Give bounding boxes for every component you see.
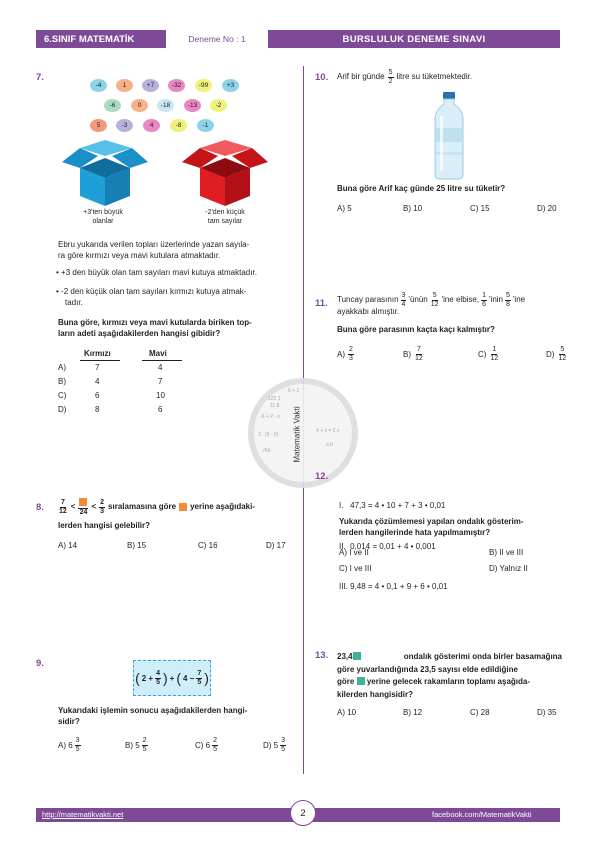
fraction-numerator: 5 [560, 346, 565, 353]
q10-fraction [388, 69, 394, 85]
fraction-numerator: 2 [349, 346, 353, 353]
q11-option-b[interactable] [403, 346, 424, 362]
q7-rule-1-text: +3 den büyük olan tam sayıları mavi kutuya atmaktadır. [61, 268, 257, 277]
q13-question-line: göre [337, 677, 355, 686]
fraction-denominator: 12 [430, 300, 439, 308]
fraction-denominator: 12 [59, 507, 67, 515]
q11-text-part: 'ine [512, 294, 526, 304]
ball: 4 [143, 119, 160, 132]
ball: -18 [157, 99, 174, 112]
watermark-math: 6 + 2 [288, 388, 300, 394]
q7-option-b-red: 4 [95, 377, 100, 386]
q9-question-line: Yukarıdaki işlemin sonucu aşağıdakilerden hangi- [58, 706, 248, 715]
q8-fraction-2 [78, 498, 88, 516]
red-box-label-line: -2'den küçük [205, 209, 245, 216]
q7-option-d[interactable]: D) [58, 405, 67, 414]
q11-option-d[interactable] [546, 346, 567, 362]
q12-statement: III. 9,48 = 4 • 0,1 + 9 + 6 • 0,01 [339, 582, 448, 591]
q7-intro-line: Ebru yukarıda verilen topları üzerlerinde yazan sayıla- [58, 240, 250, 249]
footer-website-link[interactable]: http://matematikvakti.net [42, 810, 124, 819]
fraction-denominator: 8 [506, 300, 510, 308]
q12-statement: I. 47,3 = 4 • 10 + 7 + 3 • 0,01 [339, 501, 446, 510]
q8-option-d[interactable]: D) 17 [266, 541, 286, 550]
fraction-numerator: 7 [416, 346, 421, 353]
watermark-text-wrap [292, 402, 302, 466]
blue-box-label [78, 209, 128, 226]
q7-option-d-red: 8 [95, 405, 100, 414]
q9-expression-part: 2 + [141, 673, 154, 683]
orange-square-icon [79, 498, 87, 506]
q11-fraction [481, 292, 487, 308]
q8-number: 8. [36, 502, 44, 513]
ball: 5 [90, 119, 107, 132]
q13-option-d[interactable]: D) 35 [537, 708, 557, 717]
q13-option-a[interactable]: A) 10 [337, 708, 357, 717]
fraction-numerator: 7 [197, 670, 202, 677]
q13-number-text: 23,4 [337, 652, 353, 661]
q8-inequality [58, 498, 255, 516]
fraction-denominator: 5 [75, 745, 80, 753]
q11-text-part: 'ine elbise, [441, 294, 480, 304]
q12-statement: II. 0,014 = 0,01 + 4 • 0,001 [339, 541, 436, 551]
page-number [290, 800, 316, 826]
fraction-denominator: 12 [490, 354, 499, 362]
option-label: D) 5 [263, 740, 279, 750]
q7-question-line: Buna göre, kırmızı veya mavi kutularda biriken top- [58, 318, 252, 327]
q7-number: 7. [36, 72, 44, 83]
q8-option-b[interactable]: B) 15 [127, 541, 147, 550]
q10-text [337, 69, 472, 85]
less-than-sign: < [91, 501, 97, 511]
orange-square-icon [179, 503, 187, 511]
q7-rule-2: • -2 den küçük olan tam sayıları kırmızı kutuya atmak- tadır. [56, 287, 247, 307]
q11-fraction [430, 292, 440, 308]
fraction-denominator: 6 [482, 300, 487, 308]
teal-square-icon [357, 677, 365, 685]
q9-question-line: sidir? [58, 716, 80, 726]
q10-option-a[interactable]: A) 5 [337, 204, 352, 213]
fraction-denominator: 12 [415, 354, 423, 362]
fraction-numerator: 5 [388, 69, 393, 76]
ball: +3 [222, 79, 239, 92]
q7-intro-line: ra göre kırmızı veya mavi kutulara atmaktadır. [58, 250, 221, 260]
fraction-denominator: 24 [79, 508, 88, 516]
q12-question-line: Yukarıda çözümlemesi yapılan ondalık gösterim- [339, 517, 524, 526]
q11-text [337, 292, 525, 308]
q8-fraction-3 [99, 499, 105, 515]
q11-text-part: Tuncay parasının [337, 294, 399, 304]
q7-rule-2-text: tadır. [65, 297, 83, 307]
fraction-denominator: 3 [349, 354, 353, 362]
q13-option-c[interactable]: C) 28 [470, 708, 490, 717]
watermark-math: a b [326, 442, 333, 448]
q7-question-line: ların adeti aşağıdakilerden hangisi gibidir? [58, 328, 221, 338]
q10-text-part: litre su tüketmektedir. [396, 71, 473, 81]
option-label: C) [478, 349, 487, 359]
watermark-math: 122 1 [268, 396, 281, 402]
q12-option-a[interactable]: A) I ve II [339, 548, 369, 557]
q7-rule-1: • +3 den büyük olan tam sayıları mavi kutuya atmaktadır. [56, 268, 257, 277]
fraction-numerator: 2 [142, 737, 147, 744]
q7-option-b[interactable]: B) [58, 377, 66, 386]
water-bottle-image [432, 92, 466, 180]
q12-number: 12. [315, 471, 329, 482]
q10-option-c[interactable]: C) 15 [470, 204, 490, 213]
blue-box-label-line: +3'ten büyük [83, 209, 123, 216]
option-label: A) [337, 349, 345, 359]
q11-text-part: 'ünün [408, 294, 428, 304]
q7-option-a[interactable]: A) [58, 363, 66, 372]
q7-question [58, 318, 252, 339]
watermark-text: Matematik Vakti [292, 405, 302, 463]
option-label: B) [403, 349, 411, 359]
fraction-numerator: 3 [75, 737, 80, 744]
q7-option-c[interactable]: C) [58, 391, 67, 400]
ball: -6 [104, 99, 121, 112]
fraction-denominator: 5 [197, 678, 202, 686]
fraction-denominator: 5 [281, 745, 286, 753]
q9-option-d[interactable] [263, 737, 286, 753]
q9-option-c[interactable] [195, 737, 218, 753]
fraction-numerator: 4 [156, 670, 160, 677]
header-exam-title [268, 30, 560, 48]
q9-expression-box: ( 2 + $\frac{4}{5}$ ) + ( 4 − $\frac{7}{5}$ ) [133, 660, 211, 696]
q7-option-c-blue: 10 [156, 391, 165, 400]
q13-question-line: kilerden hangisidir? [337, 689, 414, 699]
ball: -32 [168, 79, 185, 92]
option-label: D) [546, 349, 555, 359]
q8-text: sıralamasına göre [108, 501, 177, 511]
header-exam-number [166, 30, 268, 48]
ball: -8 [170, 119, 187, 132]
q7-option-d-blue: 6 [158, 405, 163, 414]
q10-number: 10. [315, 72, 329, 83]
fraction-numerator: 3 [401, 292, 406, 299]
q11-text-part: 'inin [489, 294, 503, 304]
q9-fraction-2 [196, 670, 202, 686]
ball: -3 [116, 119, 133, 132]
q9-question [58, 706, 247, 727]
q13-option-b[interactable]: B) 12 [403, 708, 423, 717]
header-subject [36, 30, 166, 48]
q8-text-line-2: lerden hangisi gelebilir? [58, 521, 151, 530]
fraction-denominator: 5 [142, 745, 147, 753]
q8-option-a[interactable]: A) 14 [58, 541, 78, 550]
ball: 0 [131, 99, 148, 112]
q7-rule-2-text: -2 den küçük olan tam sayıları kırmızı kutuya atmak- [61, 287, 247, 296]
header-subject-text: 6.SINIF MATEMATİK [44, 33, 135, 45]
teal-square-icon [353, 652, 361, 660]
q12-question-line: lerden hangilerinde hata yapılmamıştır? [339, 527, 491, 537]
q7-col-red: Kırmızı [84, 349, 111, 358]
q11-fraction [401, 292, 407, 308]
q13-question-line: göre yuvarlandığında 23,5 sayısı elde edildiğine [337, 664, 518, 674]
fraction-denominator: 5 [156, 678, 160, 686]
q7-option-a-blue: 4 [158, 363, 163, 372]
q7-option-c-red: 6 [95, 391, 100, 400]
ball: +7 [142, 79, 159, 92]
q11-fraction [505, 292, 511, 308]
fraction-numerator: 2 [100, 499, 105, 506]
watermark-math: -6 + 2 - x [260, 414, 280, 420]
fraction-numerator: 1 [492, 346, 497, 353]
fraction-numerator: 2 [213, 737, 218, 744]
q11-question: Buna göre parasının kaçta kaçı kalmıştır? [337, 325, 495, 334]
ball: -13 [184, 99, 201, 112]
q13-number: 13. [315, 650, 329, 661]
q9-option-a[interactable] [58, 737, 81, 753]
q7-col-blue: Mavi [149, 349, 167, 358]
page-number-text: 2 [300, 807, 306, 819]
fraction-denominator: 2 [388, 77, 393, 85]
q7-col-blue-underline [142, 360, 182, 361]
blue-box-label-line: olanlar [92, 217, 114, 225]
q11-option-a[interactable] [337, 346, 354, 362]
q9-option-b[interactable] [125, 737, 148, 753]
q10-option-d[interactable]: D) 20 [537, 204, 557, 213]
red-box-label [198, 209, 252, 226]
header-exam-title-text: BURSLULUK DENEME SINAVI [342, 33, 486, 45]
q12-question [339, 517, 524, 538]
q11-number: 11. [315, 298, 328, 309]
q9-expression-part: 4 − [183, 673, 195, 683]
watermark-math: 4 + x = 2 x [316, 428, 340, 434]
q11-option-c[interactable] [478, 346, 499, 362]
q11-text-line-2: ayakkabı almıştır. [337, 307, 400, 316]
q7-option-b-blue: 7 [158, 377, 163, 386]
q12-option-d[interactable]: D) Yalnız II [489, 564, 528, 573]
fraction-numerator: 1 [482, 292, 487, 299]
q10-option-b[interactable]: B) 10 [403, 204, 423, 213]
option-label: C) 6 [195, 740, 211, 750]
q12-option-b[interactable]: B) II ve III [489, 548, 524, 557]
plus-sign: + [169, 673, 175, 683]
blue-box-image [60, 138, 150, 208]
q8-text: yerine aşağıdaki- [190, 501, 256, 511]
ball: -4 [90, 79, 107, 92]
fraction-numerator: 5 [432, 292, 437, 299]
ball: -1 [197, 119, 214, 132]
ball: -99 [195, 79, 212, 92]
q12-option-c[interactable]: C) I ve III [339, 564, 372, 573]
q12-statements [339, 472, 448, 607]
q10-question: Buna göre Arif kaç günde 25 litre su tüketir? [337, 184, 506, 193]
q7-col-red-underline [80, 360, 120, 361]
watermark-math: √64 [262, 448, 271, 454]
q13-question [337, 651, 562, 701]
fraction-numerator: 5 [506, 292, 510, 299]
fraction-numerator: 7 [60, 499, 65, 506]
fraction-denominator: 12 [558, 354, 567, 362]
q9-number: 9. [36, 658, 44, 669]
fraction-denominator: 3 [100, 507, 105, 515]
q13-question-line: ondalık gösterimi onda birler basamağına [403, 652, 562, 661]
q7-intro [58, 240, 249, 261]
fraction-denominator: 4 [401, 300, 406, 308]
option-label: B) 5 [125, 740, 140, 750]
fraction-numerator: 3 [281, 737, 286, 744]
option-label: A) 6 [58, 740, 73, 750]
red-box-image [180, 138, 270, 208]
ball: -2 [210, 99, 227, 112]
q9-fraction-1 [155, 670, 161, 686]
watermark-math: 11 8 [270, 403, 280, 409]
red-box-label-line: tam sayılar [207, 217, 243, 225]
watermark-math: 3 . (9 - 6) [258, 432, 279, 438]
fraction-denominator: 5 [213, 745, 218, 753]
footer-facebook-link[interactable]: facebook.com/MatematikVakti [432, 810, 532, 819]
q13-question-line: yerine gelecek rakamların toplamı aşağıda- [366, 677, 530, 686]
less-than-sign: < [70, 501, 76, 511]
q10-text-part: Arif bir günde [337, 71, 385, 81]
q8-fraction-1 [58, 499, 68, 515]
header-exam-number-text: Deneme No : 1 [188, 34, 246, 44]
q8-option-c[interactable]: C) 16 [198, 541, 218, 550]
ball: 1 [116, 79, 133, 92]
q7-option-a-red: 7 [95, 363, 100, 372]
